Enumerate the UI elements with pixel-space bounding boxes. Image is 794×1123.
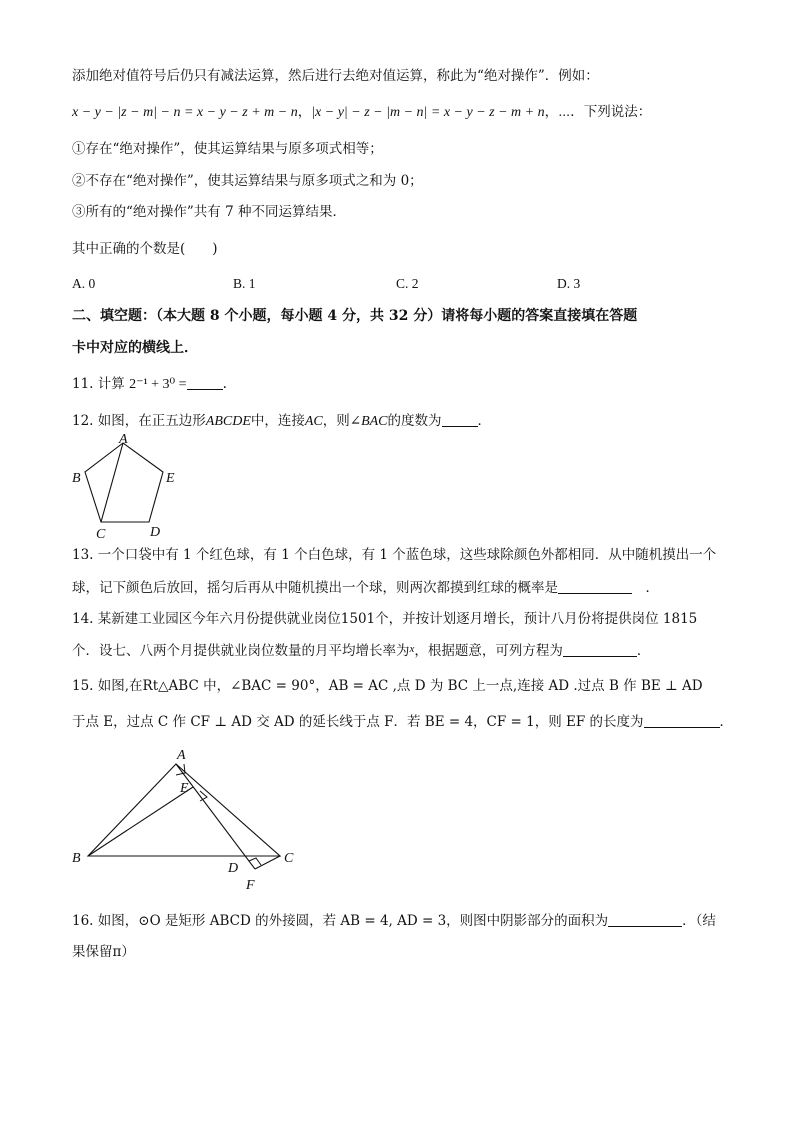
statement-1: ①存在“绝对操作”，使其运算结果与原多项式相等；: [72, 141, 383, 157]
triangle-abc: [88, 764, 280, 856]
q16-suffix: ．（结: [682, 913, 716, 929]
option-a: A. 0: [72, 276, 96, 291]
label-a: A: [177, 748, 186, 763]
label-b: B: [72, 471, 81, 486]
q12-angle: BAC: [361, 414, 388, 429]
question-11: [72, 375, 227, 394]
statement-2: ②不存在“绝对操作”，使其运算结果与原多项式之和为 0；: [72, 173, 423, 189]
option-d: D. 3: [557, 276, 581, 291]
q12-segment: AC: [304, 414, 323, 429]
q12-text-c: ，则∠: [322, 413, 362, 429]
label-c: C: [284, 851, 294, 866]
q14-variable: x: [409, 643, 415, 655]
q11-answer-blank[interactable]: [187, 375, 223, 390]
q16-line-1-text: 16. 如图，⊙O 是矩形 ABCD 的外接圆，若 AB = 4, AD = 3，则图中阴影部分的面积为: [72, 913, 609, 929]
example-tail: ，⋯．下列说法：: [544, 104, 652, 120]
question-prompt: 其中正确的个数是( ): [72, 241, 218, 257]
q15-line-2: [72, 713, 733, 731]
example-separator: ，: [297, 104, 312, 120]
intro-examples: [72, 103, 651, 122]
section-heading-line-2: 卡中对应的横线上．: [72, 340, 198, 356]
q16-line-2: 果保留π）: [72, 944, 135, 960]
q15-answer-blank[interactable]: [644, 713, 720, 728]
q15-line-2-text: 于点 E，过点 C 作 CF ⊥ AD 交 AD 的延长线于点 F．若 BE = 4，CF = 1，则 EF 的长度为: [72, 714, 644, 730]
label-e: E: [180, 781, 189, 796]
q12-shape: ABCDE: [205, 414, 251, 429]
pentagon-figure: [66, 432, 186, 542]
q14-suffix: ．: [636, 643, 651, 659]
q12-text-b: 中，连接: [250, 413, 305, 429]
q13-line-1: 13. 一个口袋中有 1 个红色球，有 1 个白色球，有 1 个蓝色球，这些球除颜色外都相同．从中随机摸出一个: [72, 547, 717, 563]
q12-text-a: 12. 如图，在正五边形: [72, 413, 206, 429]
q13-line-2: [72, 579, 659, 597]
q11-expression: 2⁻¹ + 3⁰ =: [129, 377, 187, 392]
label-d: D: [228, 861, 239, 876]
q12-suffix: ．: [477, 413, 492, 429]
q14-answer-blank[interactable]: [563, 642, 637, 657]
segment-ac: [101, 443, 123, 522]
q11-prefix: 11. 计算: [72, 376, 125, 392]
q13-suffix: ．: [632, 580, 659, 596]
q13-line-2-text: 球，记下颜色后放回，摇匀后再从中随机摸出一个球，则两次都摸到红球的概率是: [72, 580, 558, 596]
question-12: [72, 412, 491, 431]
section-heading-line-1: 二、填空题：（本大题 8 个小题，每小题 4 分，共 32 分）请将每小题的答案直接填在答题: [72, 308, 638, 324]
q16-answer-blank[interactable]: [608, 912, 682, 927]
q12-answer-blank[interactable]: [442, 412, 478, 427]
label-a: A: [119, 432, 128, 447]
label-f: F: [246, 878, 255, 893]
pentagon-shape: [85, 443, 163, 522]
q14-text-a: 个．设七、八两个月提供就业岗位数量的月平均增长率为: [72, 643, 410, 659]
q16-line-1: [72, 912, 716, 930]
q12-text-d: 的度数为: [387, 413, 442, 429]
q14-text-b: ，根据题意，可列方程为: [414, 643, 563, 659]
q11-suffix: .: [222, 376, 227, 392]
q15-line-1: 15. 如图,在Rt△ABC 中，∠BAC = 90°，AB = AC ,点 D 为 BC 上一点,连接 AD .过点 B 作 BE ⊥ AD: [72, 678, 703, 694]
label-d: D: [150, 525, 161, 540]
right-angle-e: [200, 791, 207, 801]
example-a: x − y − |z − m| − n = x − y − z + m − n: [72, 105, 298, 120]
intro-line-1: 添加绝对值符号后仍只有减法运算，然后进行去绝对值运算，称此为“绝对操作”．例如：: [72, 68, 599, 84]
option-b: B. 1: [233, 276, 256, 291]
q15-suffix: ．: [719, 714, 734, 730]
triangle-figure: [66, 740, 316, 895]
example-b: |x − y| − z − |m − n| = x − y − z − m + n: [311, 105, 545, 120]
label-c: C: [96, 527, 106, 542]
segment-af: [176, 764, 255, 869]
statement-3: ③所有的“绝对操作”共有 7 种不同运算结果．: [72, 204, 346, 220]
segment-be: [88, 787, 193, 856]
label-b: B: [72, 851, 81, 866]
q13-answer-blank[interactable]: [558, 579, 632, 594]
q14-line-2: [72, 640, 650, 660]
option-c: C. 2: [396, 276, 419, 291]
q14-line-1: 14. 某新建工业园区今年六月份提供就业岗位1501个，并按计划逐月增长，预计八月份将提供岗位 1815: [72, 611, 698, 627]
label-e: E: [166, 471, 175, 486]
